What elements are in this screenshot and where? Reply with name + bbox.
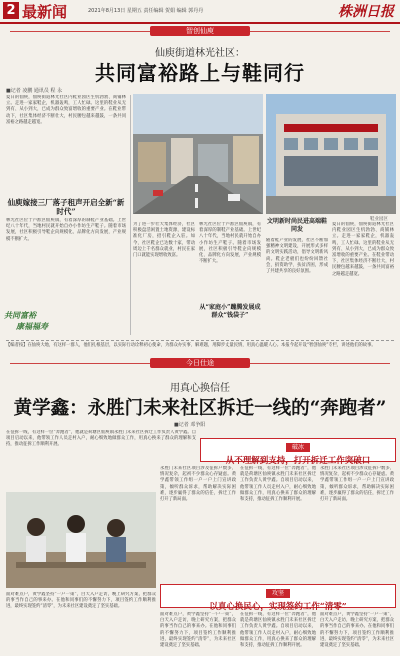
- column-label-2: 今日仕途: [150, 358, 250, 368]
- quote-graphic: [4, 310, 68, 334]
- article2-text-col5: 在征拆一线，有这样一位“奔跑者”，他就是荷塘区仙庾镇永胜门未来社区拆迁工作负责人黄学鑫。自项目启动以来，他带领工作人员走村入户，耐心细致地做群众工作，用真心换来了群众的理解和支持，推动征拆工作顺利开展。: [240, 612, 316, 649]
- meeting-photo: [6, 492, 156, 588]
- article2-byline: ■记者 邓争阳: [174, 422, 206, 428]
- article-kicker: 仙庾街道林光社区：: [155, 48, 245, 59]
- subheading-1: 仙庾嫁接三厂落子租声开启全新“新时代”: [7, 198, 125, 216]
- article2-text-col6: 面对难点户，黄学鑫坚持“一户一策”，白天入户走访，晚上研究方案，把群众的事当作自己的事来办。在他和同事们的不懈努力下，项目签约工作顺利推进，最终实现签约“清零”，为未来社区建设奠定了坚实基础。: [320, 612, 394, 649]
- article-byline: ■记者 凌鹏 通讯员 程 永: [6, 88, 63, 94]
- tag-2-label: 攻坚: [266, 589, 290, 598]
- quote-line-2: 康福福寿: [16, 321, 48, 331]
- tag-2-title: 以真心换民心，实现签约工作“清零”: [209, 602, 347, 612]
- tag-1-title: 从不理解到支持，打开拆迁工作突破口: [225, 456, 371, 466]
- section-tag-2: [160, 584, 396, 612]
- column-text-c: 夏日的仙庾，仙庾街道林光社区内鞋业园区生机勃勃、商铺林立。走进一家家鞋企，机器轰鸣，工人忙碌。这里的鞋业从无到有、从小到大，已成为群众致富增收的重要产业。在鞋业带动下，社区集体经济不断壮大，村民腰包越来越鼓，一条共同富裕之路越走越宽。: [332, 222, 394, 277]
- article2-text-col3: 永胜门未来社区项目涉及征拆户数多、情况复杂，起初不少群众心存疑虑。黄学鑫带领工作组一户一户上门宣讲政策，倾听群众诉求，帮助解决实际困难，逐步赢得了群众的信任，拆迁工作打开了新局面。: [320, 466, 394, 503]
- article2-text-col4: 面对难点户，黄学鑫坚持“一户一策”，白天入户走访，晚上研究方案，把群众的事当作自己的事来办。在他和同事们的不懈努力下，项目签约工作顺利推进，最终实现签约“清零”，为未来社区建设奠定了坚实基础。: [160, 612, 236, 649]
- article-lead: 夏日的仙庾，仙庾街道林光社区内鞋业园区生机勃勃、商铺林立。走进一家家鞋企，机器轰鸣，工人忙碌。这里的鞋业从无到有、从小到大，已成为群众致富增收的重要产业。在鞋业带动下，社区集体经济不断壮大，村民腰包越来越鼓，一条共同富裕之路越走越宽。: [6, 95, 126, 125]
- column-text-a: 为了进一步壮大集体经济，社区积极盘活闲置土地资源，建设标准化厂房，招引鞋企入驻。如今，社区鞋企已达数十家，带动周边上千名群众就业，村民在家门口就能实现增收致富。: [133, 222, 195, 259]
- column-band-top: [150, 26, 250, 36]
- newspaper-brand: 株洲日报: [338, 4, 394, 20]
- article2-text-left: 面对难点户，黄学鑫坚持“一户一策”，白天入户走访，晚上研究方案，把群众的事当作自己的事来办。在他和同事们的不懈努力下，项目签约工作顺利推进，最终实现签约“清零”，为未来社区建设奠定了坚实基础。: [6, 592, 156, 610]
- article2-kicker: 用真心换信任: [170, 383, 230, 394]
- subheading-3: 文明新时尚民进高端鞋同发: [266, 218, 327, 233]
- page-number: 2: [3, 2, 19, 19]
- article2-headline: 黄学鑫：永胜门未来社区拆迁一线的“奔跑者”: [13, 398, 387, 419]
- building-photo: [266, 94, 396, 214]
- section-tag-1: [200, 438, 396, 466]
- page-header: [0, 0, 400, 24]
- editor-note: 【编者按】在仙庾大地，有这样一群人，他们扎根基层，以实际行动诠释初心使命，为群众办实事、解难题，用脚步丈量民情，用真心温暖人心。本报今起开设“智创仙庾”专栏，讲述他们的故事。: [6, 340, 394, 349]
- section-title: 最新闻: [22, 3, 68, 21]
- column-rule: [130, 95, 131, 335]
- column-text-b: 林光社区位于芦淞区仙庾镇，有着深厚的制鞋产业基础。上世纪八十年代，当地村民就开始自办小作坊生产鞋子。随着市场发展，社区积极引导鞋企向规模化、品牌化方向发展，产业规模不断扩大。: [199, 222, 261, 265]
- column-band-bottom: [150, 358, 250, 368]
- article2-text-col2: 在征拆一线，有这样一位“奔跑者”，他就是荷塘区仙庾镇永胜门未来社区拆迁工作负责人黄学鑫。自项目启动以来，他带领工作人员走村入户，耐心细致地做群众工作，用真心换来了群众的理解和支持，推动征拆工作顺利开展。: [240, 466, 316, 503]
- article2-text-col1: 永胜门未来社区项目涉及征拆户数多、情况复杂，起初不少群众心存疑虑。黄学鑫带领工作组一户一户上门宣讲政策，倾听群众诉求，帮助解决实际困难，逐步赢得了群众的信任，拆迁工作打开了新局面。: [160, 466, 236, 503]
- column-label: 智创仙庾: [150, 26, 250, 36]
- subsection-3-text: 随着鞋产业的发展，社区不断加强精神文明建设，开展形式多样的文明实践活动，倡导文明新风尚。鞋企老板们也纷纷回馈社会，捐资助学、扶贫济困，形成了共建共享的良好氛围。: [266, 238, 328, 275]
- article2-lead: 在征拆一线，有这样一位“奔跑者”，他就是荷塘区仙庾镇永胜门未来社区拆迁工作负责人黄学鑫。自项目启动以来，他带领工作人员走村入户，耐心细致地做群众工作，用真心换来了群众的理解和支持，推动征拆工作顺利开展。: [6, 430, 196, 448]
- subsection-1-text: 林光社区位于芦淞区仙庾镇，有着深厚的制鞋产业基础。上世纪八十年代，当地村民就开始自办小作坊生产鞋子。随着市场发展，社区积极引导鞋企向规模化、品牌化方向发展，产业规模不断扩大。: [6, 218, 126, 242]
- street-photo: [133, 94, 263, 214]
- article-headline: 共同富裕路上与鞋同行: [95, 61, 305, 85]
- subheading-2: 从“家庭小”蹦腾发展成群众“钱袋子”: [199, 304, 261, 319]
- issue-meta: 2021年8月13日 星期五 责任编辑 贺娟 编辑 郭丹丹: [88, 8, 204, 14]
- quote-line-1: 共同富裕: [4, 310, 36, 320]
- photo-caption: 鞋业园区: [370, 217, 388, 222]
- tag-1-label: 破冰: [286, 443, 310, 452]
